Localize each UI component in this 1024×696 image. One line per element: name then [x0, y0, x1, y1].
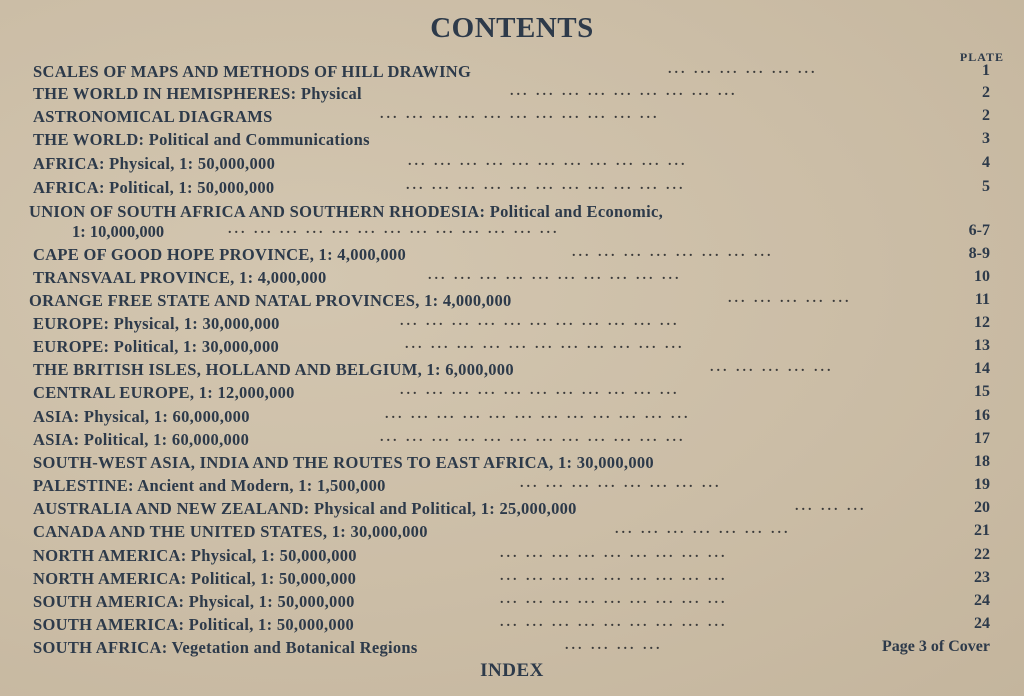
leader-dots: ... ... ... ... ... ... ... ... ... ... ... [380, 107, 660, 122]
plate-number: 16 [974, 407, 990, 424]
plate-number: 13 [974, 337, 990, 354]
contents-entry [0, 430, 1024, 454]
contents-entry [0, 383, 1024, 407]
plate-number: 11 [974, 291, 990, 308]
entry-title: ASTRONOMICAL DIAGRAMS [33, 107, 273, 126]
entry-title: PALESTINE: Ancient and Modern, 1: 1,500,000 [33, 476, 386, 495]
contents-entry [0, 522, 1024, 546]
plate-number: 12 [974, 314, 990, 331]
plate-number: 23 [974, 569, 990, 586]
leader-dots: ... ... ... ... ... ... ... ... ... ... ... [405, 337, 685, 352]
leader-dots: ... ... ... ... ... ... ... [615, 522, 791, 537]
leader-dots: ... ... ... ... ... ... ... ... [520, 476, 722, 491]
entry-title: CAPE OF GOOD HOPE PROVINCE, 1: 4,000,000 [33, 245, 407, 264]
entry-title: CANADA AND THE UNITED STATES, 1: 30,000,000 [33, 522, 428, 541]
leader-dots: ... ... ... ... ... ... ... ... ... ... ... [408, 154, 688, 169]
plate-number: 1 [982, 62, 990, 79]
entry-title: SOUTH AFRICA: Vegetation and Botanical Regions [33, 638, 418, 657]
plate-number: 18 [974, 453, 990, 470]
plate-number: 8-9 [968, 245, 990, 262]
contents-entry [0, 314, 1024, 338]
entry-title: SOUTH-WEST ASIA, INDIA AND THE ROUTES TO EAST AFRICA, 1: 30,000,000 [33, 453, 654, 472]
entry-title: ASIA: Physical, 1: 60,000,000 [33, 407, 250, 426]
plate-column-header: PLATE [959, 50, 1004, 64]
page-title: CONTENTS [430, 12, 594, 44]
contents-entry [0, 154, 1024, 178]
entry-title: SCALES OF MAPS AND METHODS OF HILL DRAWING [33, 62, 472, 81]
contents-entry [0, 84, 1024, 108]
contents-entry [0, 638, 1024, 662]
plate-number: Page 3 of Cover [882, 638, 990, 655]
leader-dots: ... ... ... ... ... ... ... ... ... ... ... [400, 314, 680, 329]
entry-title: AFRICA: Physical, 1: 50,000,000 [33, 154, 276, 173]
entry-title: EUROPE: Political, 1: 30,000,000 [33, 337, 280, 356]
contents-entry [0, 222, 1024, 246]
plate-number: 24 [974, 615, 990, 632]
contents-entry [0, 291, 1024, 315]
contents-entry [0, 245, 1024, 269]
leader-dots: ... ... ... ... ... ... ... ... ... [500, 615, 728, 630]
leader-dots: ... ... ... ... ... [728, 291, 852, 306]
entry-title: THE WORLD IN HEMISPHERES: Physical [33, 84, 362, 103]
index-heading: INDEX [480, 660, 544, 681]
plate-number: 4 [982, 154, 990, 171]
leader-dots: ... ... ... ... ... [710, 360, 834, 375]
leader-dots: ... ... ... ... ... ... ... ... ... ... ... [400, 383, 680, 398]
leader-dots: ... ... ... ... ... ... [668, 62, 818, 77]
plate-number: 19 [974, 476, 990, 493]
plate-number: 21 [974, 522, 990, 539]
leader-dots: ... ... ... [795, 499, 867, 514]
plate-number: 10 [974, 268, 990, 285]
contents-entry [0, 107, 1024, 131]
entry-title: NORTH AMERICA: Political, 1: 50,000,000 [33, 569, 357, 588]
entry-title: AUSTRALIA AND NEW ZEALAND: Physical and Political, 1: 25,000,000 [33, 499, 577, 518]
leader-dots: ... ... ... ... [565, 638, 663, 653]
entry-title: TRANSVAAL PROVINCE, 1: 4,000,000 [33, 268, 327, 287]
entry-title: SOUTH AMERICA: Physical, 1: 50,000,000 [33, 592, 355, 611]
plate-number: 15 [974, 383, 990, 400]
leader-dots: ... ... ... ... ... ... ... ... ... ... ... ... [380, 430, 686, 445]
contents-entry [0, 62, 1024, 86]
leader-dots: ... ... ... ... ... ... ... ... ... [500, 592, 728, 607]
entry-title: UNION OF SOUTH AFRICA AND SOUTHERN RHODESIA: Political and Economic, [29, 202, 664, 221]
contents-entry [0, 130, 1024, 154]
plate-number: 2 [982, 84, 990, 101]
contents-entry [0, 407, 1024, 431]
contents-entry [0, 499, 1024, 523]
leader-dots: ... ... ... ... ... ... ... ... ... ... ... ... [385, 407, 691, 422]
leader-dots: ... ... ... ... ... ... ... ... ... ... [428, 268, 682, 283]
leader-dots: ... ... ... ... ... ... ... ... ... [500, 569, 728, 584]
contents-entry [0, 268, 1024, 292]
plate-number: 17 [974, 430, 990, 447]
contents-entry [0, 453, 1024, 477]
contents-entry [0, 569, 1024, 593]
plate-number: 14 [974, 360, 990, 377]
contents-entry [0, 337, 1024, 361]
plate-number: 3 [982, 130, 990, 147]
plate-number: 6-7 [968, 222, 990, 239]
leader-dots: ... ... ... ... ... ... ... ... ... [510, 84, 738, 99]
entry-title: SOUTH AMERICA: Political, 1: 50,000,000 [33, 615, 355, 634]
leader-dots: ... ... ... ... ... ... ... ... [572, 245, 774, 260]
contents-entry [0, 360, 1024, 384]
entry-title: 1: 10,000,000 [72, 222, 165, 241]
contents-entry [0, 178, 1024, 202]
contents-entry [0, 615, 1024, 639]
contents-entry [0, 546, 1024, 570]
leader-dots: ... ... ... ... ... ... ... ... ... [500, 546, 728, 561]
entry-title: THE WORLD: Political and Communications [33, 130, 370, 149]
plate-number: 20 [974, 499, 990, 516]
contents-entry [0, 592, 1024, 616]
entry-title: EUROPE: Physical, 1: 30,000,000 [33, 314, 280, 333]
entry-title: CENTRAL EUROPE, 1: 12,000,000 [33, 383, 295, 402]
entry-title: ASIA: Political, 1: 60,000,000 [33, 430, 250, 449]
entry-title: THE BRITISH ISLES, HOLLAND AND BELGIUM, 1: 6,000,000 [33, 360, 514, 379]
entry-title: ORANGE FREE STATE AND NATAL PROVINCES, 1: 4,000,000 [29, 291, 512, 310]
plate-number: 5 [982, 178, 990, 195]
plate-number: 2 [982, 107, 990, 124]
entry-title: AFRICA: Political, 1: 50,000,000 [33, 178, 275, 197]
plate-number: 24 [974, 592, 990, 609]
entry-title: NORTH AMERICA: Physical, 1: 50,000,000 [33, 546, 357, 565]
plate-number: 22 [974, 546, 990, 563]
contents-entry [0, 476, 1024, 500]
leader-dots: ... ... ... ... ... ... ... ... ... ... ... ... ... [228, 222, 560, 237]
leader-dots: ... ... ... ... ... ... ... ... ... ... ... [406, 178, 686, 193]
